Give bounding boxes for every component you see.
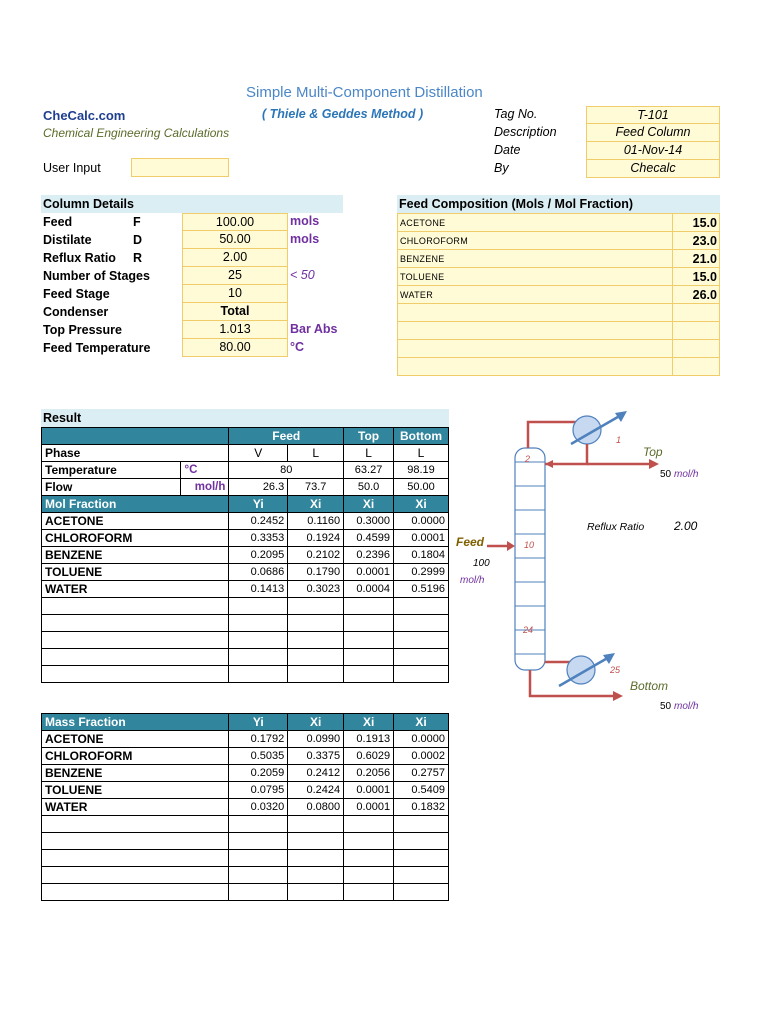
top-flow-value: 50: [660, 469, 672, 480]
top-pressure-label: Top Pressure: [43, 323, 122, 337]
feed-composition-header: Feed Composition (Mols / Mol Fraction): [397, 195, 720, 213]
top-flow-unit: mol/h: [674, 469, 699, 480]
mass-col-xi-bottom: Xi: [394, 714, 449, 731]
stage-10-label: 10: [524, 540, 535, 550]
mol-fraction-label: Mol Fraction: [42, 496, 229, 513]
value-cell: 0.0000: [394, 513, 449, 530]
tag-no-label: Tag No.: [494, 107, 538, 121]
value-cell: 0.5409: [394, 782, 449, 799]
component-name: WATER: [42, 799, 229, 816]
bottom-flow-unit: mol/h: [674, 701, 699, 712]
component-name[interactable]: WATER: [398, 286, 673, 304]
value-cell: 0.2999: [394, 564, 449, 581]
temperature-bottom: 98.19: [394, 462, 449, 479]
value-cell: 0.2396: [344, 547, 394, 564]
empty-row: [42, 598, 449, 615]
feed-comp-row: [398, 214, 720, 232]
phase-feed-v: V: [229, 445, 288, 462]
mol-col-xi-top: Xi: [344, 496, 394, 513]
component-name: BENZENE: [42, 765, 229, 782]
user-input-label: User Input: [43, 161, 101, 175]
empty-row: [42, 615, 449, 632]
top-group-header: Top: [344, 428, 394, 445]
result-table: [41, 427, 449, 683]
number-of-stages-label: Number of Stages: [43, 269, 150, 283]
bottom-label: Bottom: [630, 679, 669, 693]
table-row: [42, 513, 449, 530]
empty-row: [42, 867, 449, 884]
number-of-stages-input[interactable]: 25: [182, 267, 288, 285]
phase-bottom: L: [394, 445, 449, 462]
value-cell: 0.0686: [229, 564, 288, 581]
column-details-header: Column Details: [41, 195, 343, 213]
date-input[interactable]: 01-Nov-14: [586, 141, 720, 160]
feed-label: Feed: [43, 215, 73, 229]
flow-feed-l: 73.7: [288, 479, 344, 496]
stage-25-label: 25: [610, 665, 621, 675]
value-cell: 0.4599: [344, 530, 394, 547]
mass-col-xi: Xi: [288, 714, 344, 731]
result-group-header-row: [42, 428, 449, 445]
value-cell: 0.0990: [288, 731, 344, 748]
component-amount[interactable]: [673, 358, 720, 376]
by-label: By: [494, 161, 509, 175]
feed-arrowhead: [507, 541, 515, 551]
empty-row: [42, 816, 449, 833]
bottom-product-arrowhead: [613, 691, 623, 701]
value-cell: 0.2056: [344, 765, 394, 782]
component-amount[interactable]: [673, 322, 720, 340]
component-name[interactable]: BENZENE: [398, 250, 673, 268]
brand-name: CheCalc.com: [43, 108, 126, 123]
stage-1-label: 1: [616, 435, 622, 445]
tag-no-input[interactable]: T-101: [586, 106, 720, 124]
stages-limit-note: < 50: [290, 268, 315, 282]
value-cell: 0.3375: [288, 748, 344, 765]
value-cell: 0.6029: [344, 748, 394, 765]
phase-feed-l: L: [288, 445, 344, 462]
value-cell: 0.0002: [394, 748, 449, 765]
value-cell: 0.0001: [394, 530, 449, 547]
feed-symbol: F: [133, 215, 141, 229]
mass-fraction-header-row: [42, 714, 449, 731]
reflux-ratio-label: Reflux Ratio: [587, 521, 645, 533]
component-name[interactable]: ACETONE: [398, 214, 673, 232]
component-name: BENZENE: [42, 547, 229, 564]
feed-comp-row: [398, 250, 720, 268]
feed-stage-label: Feed Stage: [43, 287, 110, 301]
empty-row: [42, 632, 449, 649]
value-cell: 0.1804: [394, 547, 449, 564]
component-name[interactable]: CHLOROFORM: [398, 232, 673, 250]
brand-tagline: Chemical Engineering Calculations: [43, 126, 230, 140]
value-cell: 0.1792: [229, 731, 288, 748]
value-cell: 0.5035: [229, 748, 288, 765]
empty-row: [42, 833, 449, 850]
value-cell: 0.2452: [229, 513, 288, 530]
value-cell: 0.0795: [229, 782, 288, 799]
value-cell: 0.2757: [394, 765, 449, 782]
distilate-input[interactable]: 50.00: [182, 231, 288, 249]
empty-row: [42, 649, 449, 666]
bottom-flow-value: 50: [660, 701, 672, 712]
component-name[interactable]: TOLUENE: [398, 268, 673, 286]
phase-top: L: [344, 445, 394, 462]
component-amount[interactable]: [673, 304, 720, 322]
table-row: [42, 748, 449, 765]
stage-2-label: 2: [525, 454, 531, 464]
feed-comp-row: [398, 232, 720, 250]
value-cell: 0.3023: [288, 581, 344, 598]
page-title: Simple Multi-Component Distillation: [246, 84, 483, 101]
value-cell: 0.0001: [344, 799, 394, 816]
component-name[interactable]: [398, 322, 673, 340]
temperature-unit: °C: [290, 340, 305, 354]
table-row: [42, 782, 449, 799]
stage-24-label: 24: [523, 625, 534, 635]
mol-col-yi: Yi: [229, 496, 288, 513]
value-cell: 0.2095: [229, 547, 288, 564]
value-cell: 0.0004: [344, 581, 394, 598]
feed-comp-row: [398, 322, 720, 340]
component-amount[interactable]: 15.0: [673, 268, 720, 286]
component-name: WATER: [42, 581, 229, 598]
reflux-ratio-value: 2.00: [674, 519, 698, 533]
mass-fraction-label: Mass Fraction: [42, 714, 229, 731]
bottom-group-header: Bottom: [394, 428, 449, 445]
mol-col-xi: Xi: [288, 496, 344, 513]
component-name[interactable]: [398, 304, 673, 322]
value-cell: 0.0001: [344, 564, 394, 581]
component-amount[interactable]: 26.0: [673, 286, 720, 304]
component-name: CHLOROFORM: [42, 530, 229, 547]
flow-top: 50.0: [344, 479, 394, 496]
component-name: ACETONE: [42, 513, 229, 530]
table-row: [42, 547, 449, 564]
value-cell: 0.1924: [288, 530, 344, 547]
feed-comp-row: [398, 304, 720, 322]
feed-comp-row: [398, 358, 720, 376]
reflux-ratio-symbol: R: [133, 251, 143, 265]
table-row: [42, 581, 449, 598]
temperature-unit-cell: °C: [181, 462, 229, 479]
description-label: Description: [494, 125, 557, 139]
feed-flow-value: 100: [473, 558, 490, 569]
value-cell: 0.2412: [288, 765, 344, 782]
feed-composition-table: [397, 213, 720, 376]
phase-label: Phase: [42, 445, 229, 462]
reflux-arrowhead: [545, 460, 553, 468]
temperature-feed: 80: [229, 462, 344, 479]
result-header: Result: [41, 409, 449, 427]
value-cell: 0.3353: [229, 530, 288, 547]
component-name[interactable]: [398, 340, 673, 358]
mass-col-xi-top: Xi: [344, 714, 394, 731]
page-subtitle: ( Thiele & Geddes Method ): [262, 107, 424, 121]
feed-flow-unit: mol/h: [460, 575, 485, 586]
phase-row: [42, 445, 449, 462]
table-row: [42, 765, 449, 782]
component-amount[interactable]: 15.0: [673, 214, 720, 232]
distilate-unit: mols: [290, 232, 320, 246]
value-cell: 0.2424: [288, 782, 344, 799]
mass-fraction-table: [41, 713, 449, 901]
component-amount[interactable]: 21.0: [673, 250, 720, 268]
pressure-unit: Bar Abs: [290, 322, 338, 336]
feed-temperature-label: Feed Temperature: [43, 341, 151, 355]
feed-comp-row: [398, 268, 720, 286]
distillation-column-diagram: [455, 400, 755, 720]
flow-bottom: 50.00: [394, 479, 449, 496]
feed-comp-row: [398, 340, 720, 358]
value-cell: 0.1413: [229, 581, 288, 598]
distilate-label: Distilate: [43, 233, 92, 247]
table-row: [42, 731, 449, 748]
reflux-ratio-input[interactable]: 2.00: [182, 249, 288, 267]
component-amount[interactable]: 23.0: [673, 232, 720, 250]
empty-row: [42, 884, 449, 901]
temperature-label: Temperature: [42, 462, 181, 479]
component-name: TOLUENE: [42, 564, 229, 581]
distilate-symbol: D: [133, 233, 143, 247]
component-name: CHLOROFORM: [42, 748, 229, 765]
value-cell: 0.1790: [288, 564, 344, 581]
column-shell: [515, 448, 545, 670]
flow-unit-cell: mol/h: [181, 479, 229, 496]
value-cell: 0.1832: [394, 799, 449, 816]
value-cell: 0.3000: [344, 513, 394, 530]
mol-fraction-header-row: [42, 496, 449, 513]
mol-col-xi-bottom: Xi: [394, 496, 449, 513]
top-label: Top: [643, 445, 663, 459]
value-cell: 0.0000: [394, 731, 449, 748]
empty-row: [42, 666, 449, 683]
flow-row: [42, 479, 449, 496]
top-product-arrowhead: [649, 459, 659, 469]
feed-unit: mols: [290, 214, 320, 228]
table-row: [42, 799, 449, 816]
temperature-top: 63.27: [344, 462, 394, 479]
value-cell: 0.2059: [229, 765, 288, 782]
value-cell: 0.1160: [288, 513, 344, 530]
table-row: [42, 564, 449, 581]
mass-col-yi: Yi: [229, 714, 288, 731]
value-cell: 0.2102: [288, 547, 344, 564]
value-cell: 0.0001: [344, 782, 394, 799]
flow-feed-v: 26.3: [229, 479, 288, 496]
value-cell: 0.1913: [344, 731, 394, 748]
user-input-legend-swatch: [131, 158, 229, 177]
feed-input[interactable]: 100.00: [182, 213, 288, 231]
feed-comp-row: [398, 286, 720, 304]
flow-label: Flow: [42, 479, 181, 496]
condenser-input[interactable]: Total: [182, 303, 288, 321]
top-pressure-input[interactable]: 1.013: [182, 321, 288, 339]
temperature-row: [42, 462, 449, 479]
empty-row: [42, 850, 449, 867]
feed-group-header: Feed: [229, 428, 344, 445]
table-row: [42, 530, 449, 547]
date-label: Date: [494, 143, 521, 157]
feed-stage-input[interactable]: 10: [182, 285, 288, 303]
component-name[interactable]: [398, 358, 673, 376]
component-name: ACETONE: [42, 731, 229, 748]
feed-temperature-input[interactable]: 80.00: [182, 339, 288, 357]
value-cell: 0.0320: [229, 799, 288, 816]
by-input[interactable]: Checalc: [586, 159, 720, 178]
condenser-label: Condenser: [43, 305, 109, 319]
value-cell: 0.5196: [394, 581, 449, 598]
description-input[interactable]: Feed Column: [586, 123, 720, 142]
feed-label: Feed: [456, 535, 485, 549]
component-amount[interactable]: [673, 340, 720, 358]
component-name: TOLUENE: [42, 782, 229, 799]
reflux-ratio-label: Reflux Ratio: [43, 251, 116, 265]
value-cell: 0.0800: [288, 799, 344, 816]
